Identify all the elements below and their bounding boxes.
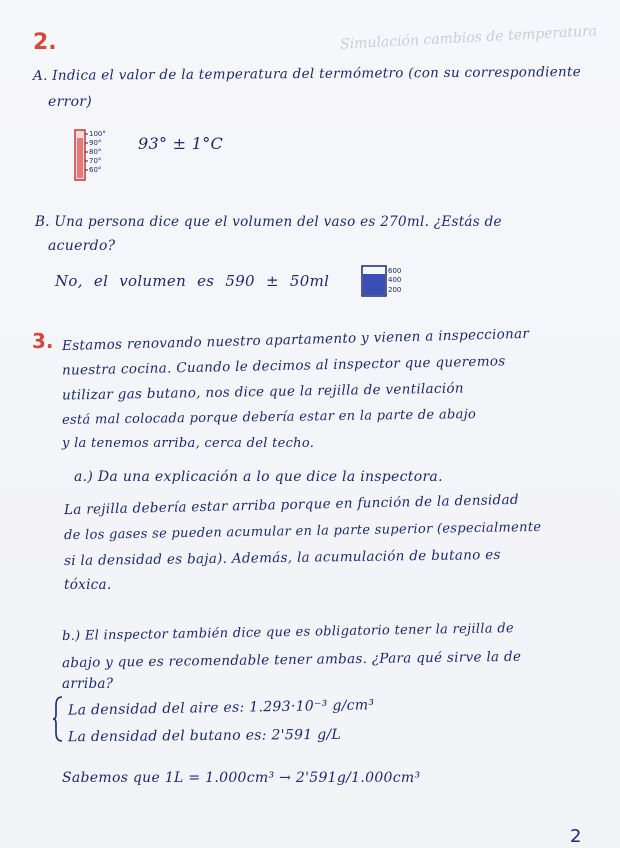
air-density: La densidad del aire es: 1.293·10⁻³ g/cm³: [67, 697, 375, 719]
q2a-text-line1: A. Indica el valor de la temperatura del termómetro (con su correspondiente: [32, 64, 582, 84]
q3-intro-line1: Estamos renovando nuestro apartamento y vienen a inspeccionar: [61, 325, 530, 355]
page-number: 2: [570, 826, 582, 847]
q2a-answer: 93° ± 1°C: [138, 134, 224, 153]
q3-intro-line5: y la tenemos arriba, cerca del techo.: [62, 436, 315, 451]
q3a-answer-line1: La rejilla debería estar arriba porque en función de la densidad: [63, 491, 519, 519]
q2b-text-line2: acuerdo?: [48, 238, 116, 254]
q3a-answer-line3: si la densidad es baja). Además, la acumulación de butano es: [63, 546, 501, 570]
thermo-tick-60: 60°: [89, 166, 102, 174]
question-2-number: 2.: [33, 30, 57, 55]
q3-intro-line3: utilizar gas butano, nos dice que la rejilla de ventilación: [61, 380, 464, 404]
q3-intro-line4: está mal colocada porque debería estar en la parte de abajo: [61, 407, 477, 428]
q3b-question-line1: b.) El inspector también dice que es obligatorio tener la rejilla de: [61, 621, 515, 644]
q3b-question-line3: arriba?: [62, 676, 114, 692]
beaker-tick-400: 400: [388, 276, 402, 284]
thermometer-icon: [73, 128, 123, 184]
butane-density: La densidad del butano es: 2'591 g/L: [67, 726, 342, 746]
q3-intro-line2: nuestra cocina. Cuando le decimos al inspector que queremos: [61, 353, 506, 379]
q3a-answer-line2: de los gases se pueden acumular en la parte superior (especialmente: [63, 519, 542, 544]
beaker-tick-200: 200: [388, 286, 402, 294]
show-through-text: Simulación cambios de temperatura: [339, 23, 598, 53]
q3b-question-line2: abajo y que es recomendable tener ambas. ¿Para qué sirve la de: [61, 648, 522, 672]
thermo-tick-70: 70°: [89, 157, 102, 165]
q2a-text-line2: error): [48, 94, 93, 110]
thermo-tick-100: 100°: [89, 130, 106, 138]
q2b-text-line1: B. Una persona dice que el volumen del vaso es 270ml. ¿Estás de: [35, 214, 502, 230]
beaker-icon: [360, 264, 410, 300]
q3a-question: a.) Da una explicación a lo que dice la inspectora.: [74, 469, 443, 485]
question-3-number: 3.: [32, 329, 54, 353]
beaker-tick-600: 600: [388, 267, 402, 275]
q3a-answer-line4: tóxica.: [64, 577, 112, 593]
thermo-tick-80: 80°: [89, 148, 102, 156]
thermo-tick-90: 90°: [89, 139, 102, 147]
curly-brace-icon: [52, 695, 64, 743]
conclusion-line: Sabemos que 1L = 1.000cm³ → 2'591g/1.000cm³: [62, 770, 421, 786]
q2b-answer: No, el volumen es 590 ± 50ml: [55, 272, 330, 290]
